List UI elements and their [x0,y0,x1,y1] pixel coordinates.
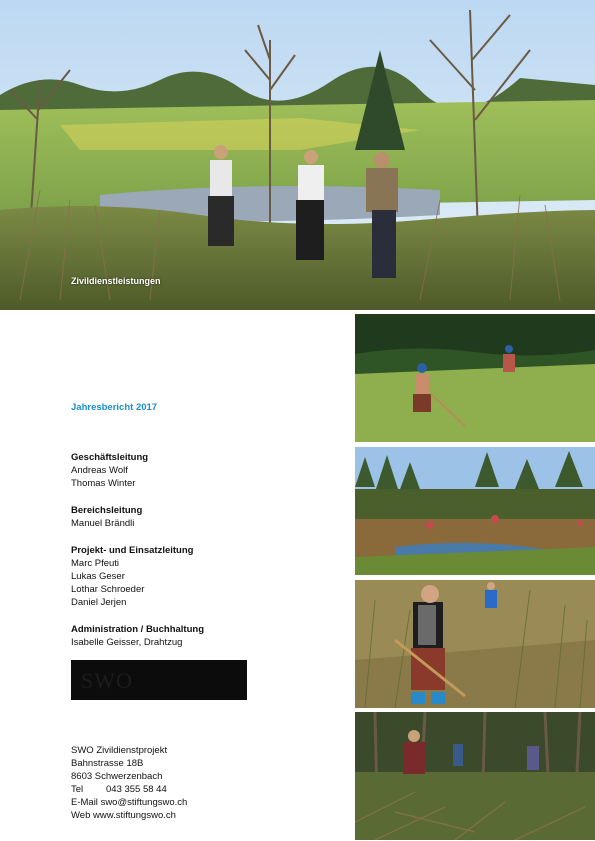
email-row[interactable] [71,796,187,809]
org-name: SWO Zivildienstprojekt [71,745,168,756]
email-label: E-Mail [71,797,98,808]
staff-name: Marc Pfeuti [71,558,120,569]
section-administration [71,623,204,649]
web-row[interactable] [71,809,187,822]
phone-label: Tel [71,784,84,795]
staff-name: Manuel Brändli [71,518,135,529]
report-title: Jahresbericht 2017 [71,402,158,413]
photo-meadow-raking [355,314,595,442]
staff-name: Thomas Winter [71,478,136,489]
web-link[interactable]: www.stiftungswo.ch [93,810,176,821]
photo-pond-forest [355,447,595,575]
section-division-lead [71,504,142,530]
photo-worker-rake-image [355,580,595,708]
section-heading: Projekt- und Einsatzleitung [71,545,194,556]
swo-logo-text: SWO [81,668,133,693]
section-heading: Bereichsleitung [71,505,143,516]
photo-worker-rake [355,580,595,708]
staff-name: Daniel Jerjen [71,597,127,608]
hero-caption: Zivildienstleistungen [71,276,161,286]
street: Bahnstrasse 18B [71,758,144,769]
swo-logo [71,660,247,700]
address-block [71,744,187,822]
photo-pond-forest-image [355,447,595,575]
web-label: Web [71,810,91,821]
hero-photo-image [0,0,595,310]
section-management [71,451,148,490]
photo-forest-clearing [355,712,595,840]
hero-photo [0,0,595,310]
staff-name: Isabelle Geisser, Drahtzug [71,637,183,648]
phone-row [71,783,187,796]
staff-name: Andreas Wolf [71,465,128,476]
staff-name: Lukas Geser [71,571,125,582]
section-heading: Geschäftsleitung [71,452,149,463]
section-heading: Administration / Buchhaltung [71,624,204,635]
email-link[interactable]: swo@stiftungswo.ch [100,797,188,808]
phone-value: 043 355 58 44 [106,784,167,795]
photo-meadow-raking-image [355,314,595,442]
staff-name: Lothar Schroeder [71,584,145,595]
city: 8603 Schwerzenbach [71,771,163,782]
section-project-lead [71,544,193,609]
photo-forest-clearing-image [355,712,595,840]
